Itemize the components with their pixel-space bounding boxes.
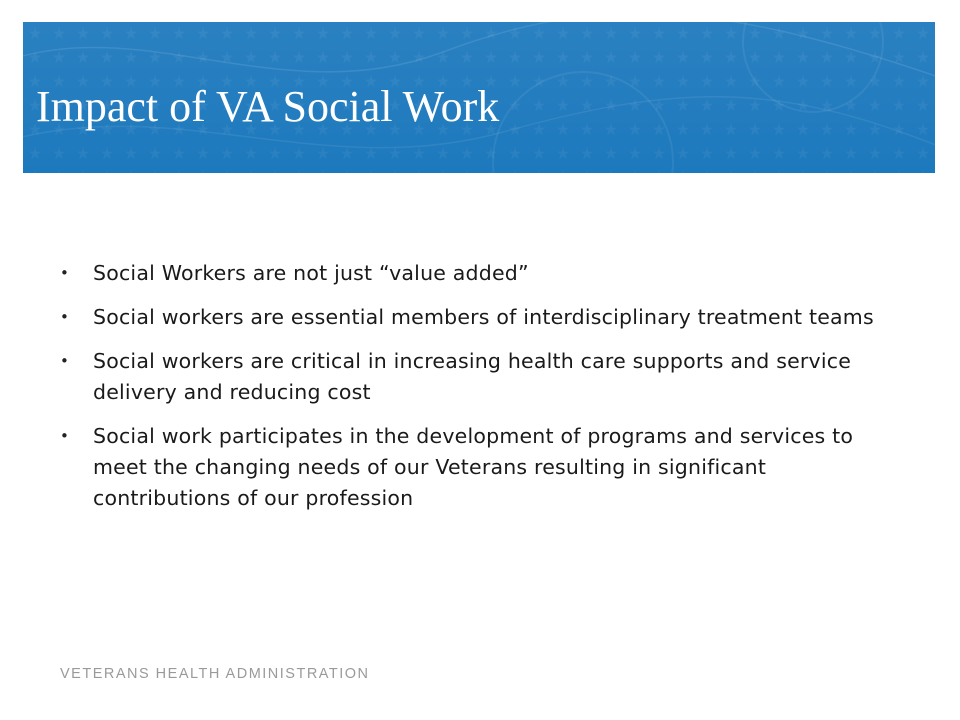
footer-organization-name: VETERANS HEALTH ADMINISTRATION <box>60 666 370 682</box>
bullet-item <box>60 258 880 289</box>
bullet-text: Social workers are critical in increasing health care supports and service delivery and reducing cost <box>93 349 852 404</box>
bullet-text: Social work participates in the development of programs and services to meet the changing needs of our Veterans resulting in significant contributions of our profession <box>93 424 854 510</box>
bullet-icon: • <box>60 308 69 326</box>
bullet-text: Social Workers are not just “value added” <box>93 261 529 285</box>
bullet-item <box>60 302 880 333</box>
bullet-icon: • <box>60 264 69 282</box>
bullet-item <box>60 421 880 514</box>
bullet-icon: • <box>60 352 69 370</box>
bullet-item <box>60 346 880 408</box>
bullet-list <box>60 258 880 527</box>
bullet-text: Social workers are essential members of interdisciplinary treatment teams <box>93 305 874 329</box>
bullet-icon: • <box>60 427 69 445</box>
slide-title: Impact of VA Social Work <box>36 82 500 131</box>
